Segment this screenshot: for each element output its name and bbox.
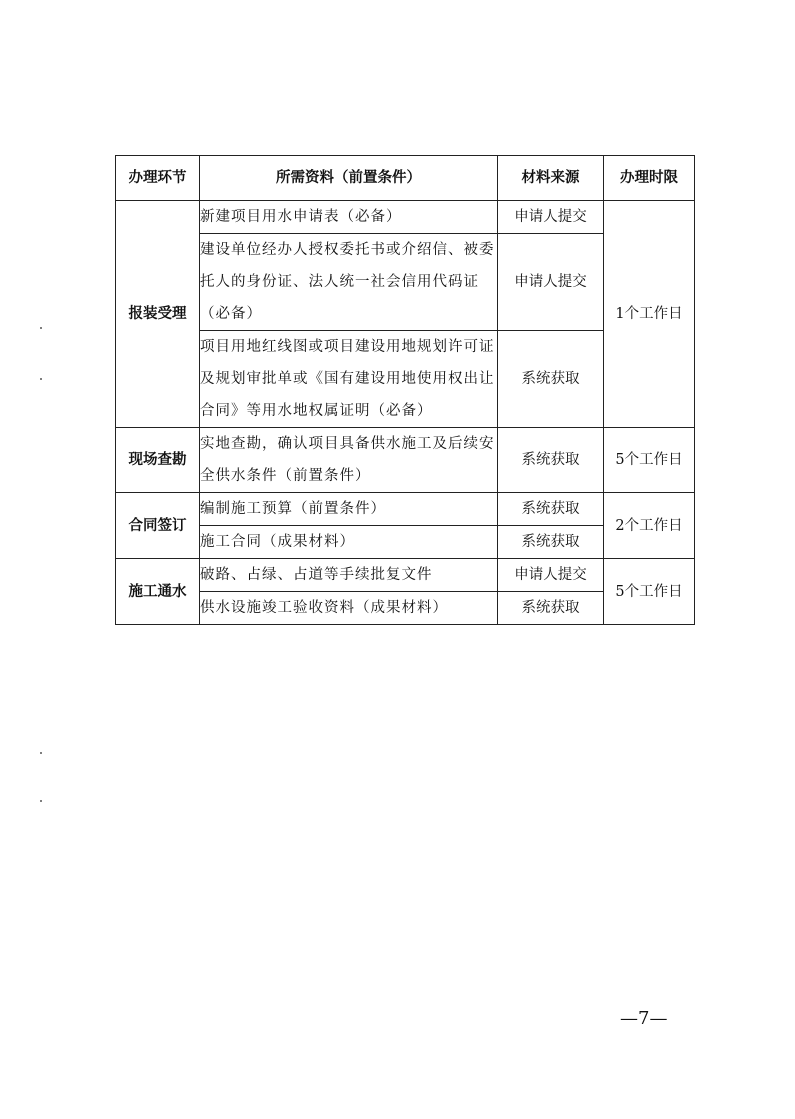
page-number: —7—	[620, 1008, 668, 1029]
source-cell: 申请人提交	[498, 201, 604, 234]
table-row	[116, 428, 695, 493]
material-cell: 供水设施竣工验收资料（成果材料）	[200, 592, 498, 625]
stage-cell: 合同签订	[116, 493, 200, 559]
time-limit-cell: 5个工作日	[604, 559, 695, 625]
header-materials: 所需资料（前置条件）	[200, 156, 498, 201]
time-limit-cell: 2个工作日	[604, 493, 695, 559]
source-cell: 申请人提交	[498, 559, 604, 592]
time-limit-cell: 1个工作日	[604, 201, 695, 428]
time-limit-cell: 5个工作日	[604, 428, 695, 493]
material-cell: 破路、占绿、占道等手续批复文件	[200, 559, 498, 592]
source-cell: 系统获取	[498, 493, 604, 526]
process-table	[115, 155, 695, 625]
header-stage: 办理环节	[116, 156, 200, 201]
header-time-limit: 办理时限	[604, 156, 695, 201]
source-cell: 申请人提交	[498, 234, 604, 331]
material-cell: 项目用地红线图或项目建设用地规划许可证及规划审批单或《国有建设用地使用权出让合同》等用水地权属证明（必备）	[200, 331, 498, 428]
material-cell: 建设单位经办人授权委托书或介绍信、被委托人的身份证、法人统一社会信用代码证（必备）	[200, 234, 498, 331]
material-cell: 编制施工预算（前置条件）	[200, 493, 498, 526]
scan-speck	[40, 752, 42, 754]
material-cell: 新建项目用水申请表（必备）	[200, 201, 498, 234]
table-row	[116, 559, 695, 592]
source-cell: 系统获取	[498, 526, 604, 559]
source-cell: 系统获取	[498, 428, 604, 493]
header-source: 材料来源	[498, 156, 604, 201]
stage-cell: 报装受理	[116, 201, 200, 428]
source-cell: 系统获取	[498, 331, 604, 428]
header-row	[116, 156, 695, 201]
scan-speck	[40, 800, 42, 802]
table-row	[116, 493, 695, 526]
scan-speck	[40, 378, 42, 380]
material-cell: 实地查勘，确认项目具备供水施工及后续安全供水条件（前置条件）	[200, 428, 498, 493]
source-cell: 系统获取	[498, 592, 604, 625]
stage-cell: 现场查勘	[116, 428, 200, 493]
stage-cell: 施工通水	[116, 559, 200, 625]
table-row	[116, 201, 695, 234]
material-cell: 施工合同（成果材料）	[200, 526, 498, 559]
scan-speck	[40, 327, 42, 329]
